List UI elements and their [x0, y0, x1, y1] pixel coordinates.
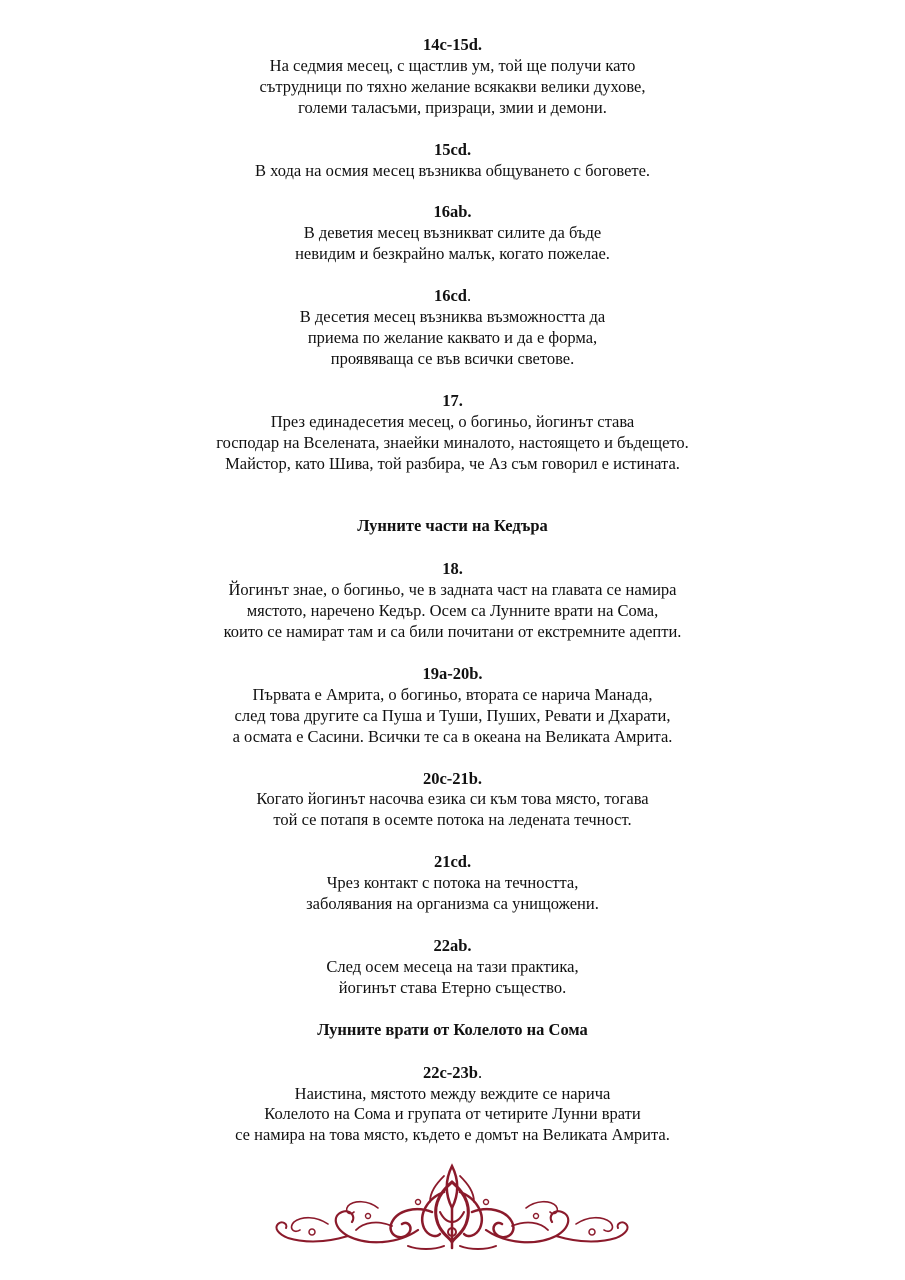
- verse-number: [0, 1063, 905, 1084]
- verse-line: проявяваща се във всички светове.: [330, 348, 575, 368]
- verse-number: [0, 202, 905, 223]
- verse-number: [0, 769, 905, 790]
- verse-number-dot: .: [477, 1062, 483, 1082]
- verse-number-label: 16ab.: [433, 202, 472, 222]
- verse-line: се намира на това място, където е домът на Великата Амрита.: [235, 1125, 670, 1145]
- verse-number-label: 18.: [442, 559, 463, 579]
- verse-line: През единадесетия месец, о богиньо, йогинът става: [270, 411, 635, 431]
- verse-number: [0, 936, 905, 957]
- verse-number: [0, 664, 905, 685]
- verse-number: [0, 140, 905, 161]
- verse-number-dot: .: [466, 286, 472, 306]
- verse-number-label: 21cd.: [433, 852, 472, 872]
- section-title-soma-wheel: Лунните врати от Колелото на Сома: [317, 1019, 588, 1039]
- verse-block: [0, 769, 905, 832]
- verse-number: [0, 559, 905, 580]
- decorative-ornament: [268, 1162, 636, 1254]
- verse-line: В хода на осмия месец възниква общуването с боговете.: [254, 160, 651, 180]
- verse-block: [0, 852, 905, 915]
- verse-number-label: 20c-21b.: [422, 768, 483, 788]
- verse-number-label: 16cd: [433, 286, 467, 306]
- verses-group-2: [0, 559, 905, 998]
- verse-block: [0, 936, 905, 999]
- verse-block: [0, 559, 905, 643]
- verse-line: Наистина, мястото между веждите се нарича: [294, 1083, 611, 1103]
- verse-line: приема по желание каквато и да е форма,: [307, 327, 598, 347]
- verse-block: [0, 664, 905, 748]
- verse-number: [0, 286, 905, 307]
- verse-line: На седмия месец, с щастлив ум, той ще получи като: [269, 55, 636, 75]
- verse-line: мястото, наречено Кедър. Осем са Лунните врати на Сома,: [246, 601, 659, 621]
- verse-block: [0, 35, 905, 119]
- verse-line: Чрез контакт с потока на течността,: [326, 873, 579, 893]
- verse-number-label: 22c-23b: [422, 1062, 478, 1082]
- verse-number-label: 22ab.: [433, 936, 472, 955]
- verse-block: [0, 202, 905, 265]
- verse-line: заболявания на организма са унищожени.: [306, 894, 599, 914]
- verse-line: Колелото на Сома и групата от четирите Лунни врати: [264, 1104, 641, 1124]
- verse-number: [0, 852, 905, 873]
- verse-block: [0, 1063, 905, 1147]
- verse-line: невидим и безкрайно малък, когато пожелае.: [295, 244, 610, 264]
- verse-line: След осем месеца на тази практика,: [326, 956, 579, 976]
- verse-line: сътрудници по тяхно желание всякакви велики духове,: [259, 76, 646, 96]
- verse-number-label: 19a-20b.: [422, 663, 483, 683]
- verse-line: които се намират там и са били почитани от екстремните адепти.: [223, 622, 682, 642]
- verse-number-label: 14c-15d.: [422, 35, 483, 54]
- verse-line: Когато йогинът насочва езика си към това място, тогава: [256, 789, 649, 809]
- verse-line: след това другите са Пуша и Туши, Пуших, Ревати и Дхарати,: [234, 705, 671, 725]
- verse-line: големи таласъми, призраци, змии и демони.: [298, 97, 607, 117]
- verses-group-1: [0, 35, 905, 474]
- verse-number-label: 15cd.: [433, 139, 472, 159]
- verse-block: [0, 286, 905, 370]
- verse-line: В деветия месец възникват силите да бъде: [303, 223, 602, 243]
- verse-block: [0, 140, 905, 182]
- verse-block: [0, 391, 905, 475]
- verse-number: [0, 35, 905, 56]
- verse-line: Първата е Амрита, о богиньо, втората се нарича Манада,: [252, 684, 653, 704]
- verse-text-column: [0, 35, 905, 1167]
- verse-line: а осмата е Сасини. Всички те са в океана на Великата Амрита.: [232, 726, 673, 746]
- verse-line: Йогинът знае, о богиньо, че в задната част на главата се намира: [228, 580, 677, 600]
- verse-line: той се потапя в осемте потока на ледената течност.: [273, 810, 632, 830]
- verse-number-label: 17.: [442, 390, 463, 410]
- verse-line: йогинът става Етерно същество.: [338, 977, 567, 997]
- verses-group-3: [0, 1063, 905, 1147]
- verse-line: Майстор, като Шива, той разбира, че Аз съм говорил е истината.: [225, 453, 680, 473]
- verse-number: [0, 391, 905, 412]
- verse-line: господар на Вселената, знаейки миналото, настоящето и бъдещето.: [216, 432, 689, 452]
- verse-line: В десетия месец възниква възможността да: [299, 307, 606, 327]
- section-title-kedar: Лунните части на Кедъра: [357, 516, 548, 536]
